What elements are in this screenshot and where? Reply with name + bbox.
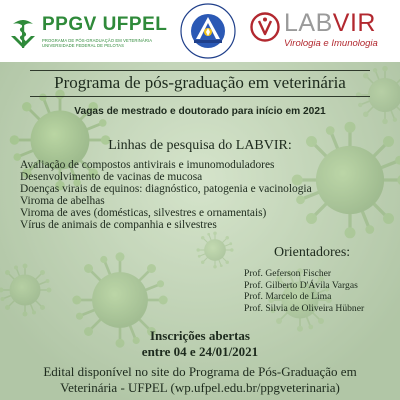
research-line-item: Desenvolvimento de vacinas de mucosa — [20, 171, 203, 184]
research-line-item: Vírus de animais de companhia e silvestres — [20, 219, 217, 232]
advisor-item: Prof. Silvia de Oliveira Hübner — [244, 302, 365, 314]
labvir-subtitle: Virologia e Imunologia — [284, 38, 378, 49]
title-rule-bottom — [30, 96, 370, 97]
advisors-heading: Orientadores: — [274, 245, 351, 260]
registration-heading: Inscrições abertas — [149, 328, 250, 343]
registration-dates: entre 04 e 24/01/2021 — [141, 344, 259, 359]
edital-line-2: Veterinária - UFPEL (wp.ufpel.edu.br/ppgveterinaria) — [60, 380, 340, 395]
logo-header — [0, 0, 400, 62]
advisor-item: Prof. Gilberto D'Ávila Vargas — [244, 279, 358, 291]
title-rule-top — [30, 70, 370, 71]
labvir-logo — [250, 9, 395, 50]
advisor-item: Prof. Marcelo de Lima — [244, 291, 332, 302]
edital-line-1: Edital disponível no site do Programa de Pós-Graduação em — [43, 364, 357, 379]
page-subtitle: Vagas de mestrado e doutorado para início em 2021 — [74, 106, 326, 117]
research-lines-list — [20, 159, 312, 232]
research-line-item: Viroma de aves (domésticas, silvestres e ornamentais) — [20, 207, 267, 220]
ppgv-subtitle-1: PROGRAMA DE PÓS-GRADUAÇÃO EM VETERINÁRIA — [42, 38, 153, 43]
research-line-item: Avaliação de compostos antivirais e imunomoduladores — [20, 159, 275, 171]
ppgv-title: PPGV UFPEL — [42, 14, 168, 35]
page-title: Programa de pós-graduação em veterinária — [54, 73, 346, 92]
research-line-item: Viroma de abelhas — [20, 195, 105, 208]
advisor-item: Prof. Geferson Fischer — [244, 268, 332, 279]
labvir-mark-icon — [250, 12, 280, 42]
ppgv-ufpel-logo — [10, 14, 168, 54]
research-lines-heading: Linhas de pesquisa do LABVIR: — [108, 138, 292, 153]
labvir-title: LABVIR — [284, 9, 376, 37]
ppgv-subtitle-2: UNIVERSIDADE FEDERAL DE PELOTAS — [42, 43, 124, 48]
advisors-list — [244, 268, 364, 314]
research-line-item: Doenças virais de equinos: diagnóstico, patogenia e vacinologia — [20, 183, 312, 196]
caduceus-icon — [10, 14, 36, 50]
university-seal-icon — [180, 3, 236, 59]
